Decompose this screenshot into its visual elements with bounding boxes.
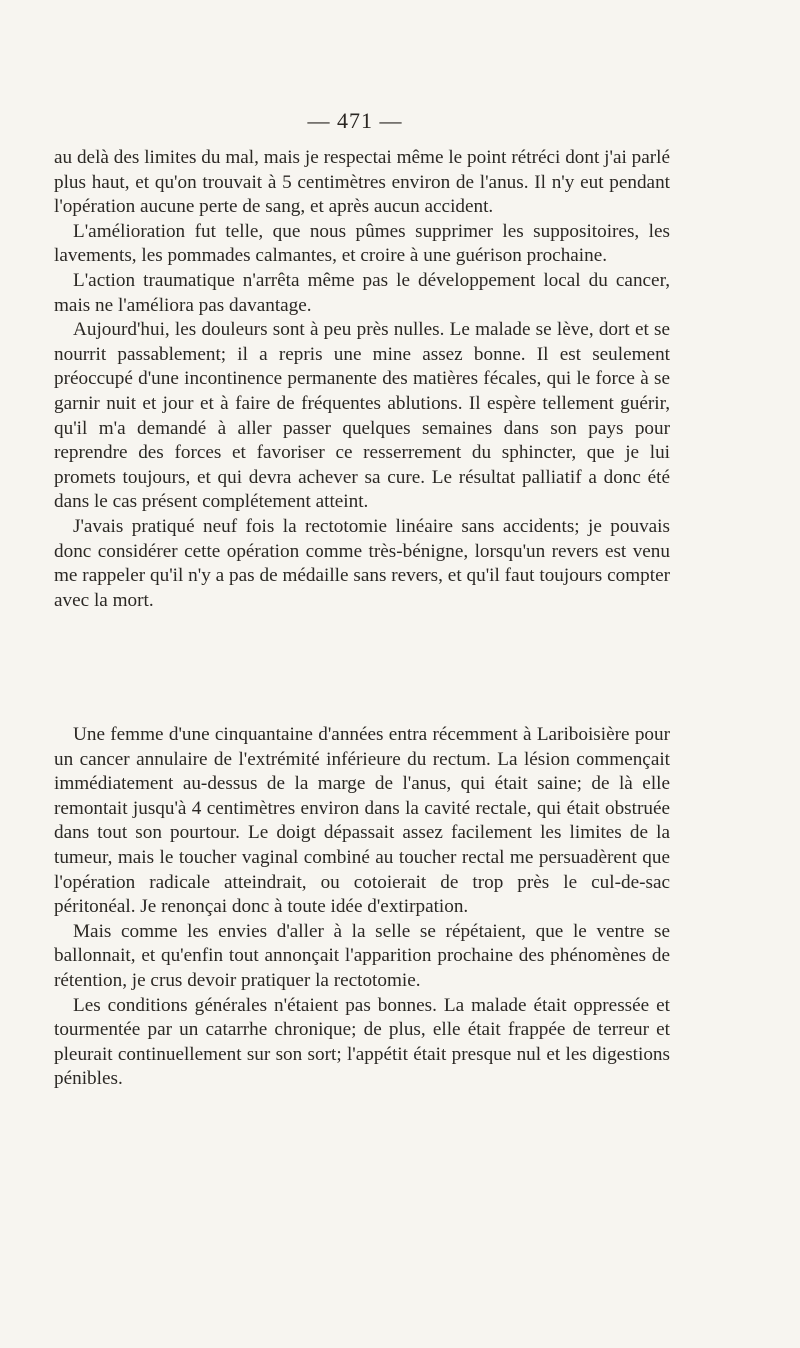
paragraph: Les conditions générales n'étaient pas bonnes. La malade était oppressée et tourmentée par un catarrhe chronique; de plus, elle était frappée de terreur et pleurait continuellement sur son sort; l'appétit était presque nul et les digestions pénibles. (54, 994, 670, 1090)
paragraph: Une femme d'une cinquantaine d'années entra récemment à Lariboisière pour un cancer annulaire de l'extrémité inférieure du rectum. La lésion commençait immédiatement au-dessus de la marge de l'anus, qui était saine; de là elle remontait jusqu'à 4 centimètres environ dans la cavité rectale, qui était obstruée dans tout son pourtour. Le doigt dépassait assez facilement les limites de la tumeur, mais le toucher vaginal combiné au toucher rectal me persuadèrent que l'opération radicale atteindrait, ou cotoierait de trop près le cul-de-sac péritonéal. Je renonçai donc à toute idée d'extirpation. (54, 724, 670, 918)
paragraph: J'avais pratiqué neuf fois la rectotomie linéaire sans accidents; je pouvais donc considérer cette opération comme très-bénigne, lorsqu'un revers est venu me rappeler qu'il n'y a pas de médaille sans revers, et qu'il faut toujours compter avec la mort. (54, 515, 670, 611)
paragraph: L'action traumatique n'arrêta même pas le développement local du cancer, mais ne l'améliora pas davantage. (54, 269, 670, 316)
paragraph: au delà des limites du mal, mais je respectai même le point rétréci dont j'ai parlé plus haut, et qu'on trouvait à 5 centimètres environ de l'anus. Il n'y eut pendant l'opération aucune perte de sang, et après aucun accident. (54, 147, 670, 218)
page-number: — 471 — (307, 108, 403, 133)
text-section-two (54, 723, 670, 1092)
text-section-one (54, 146, 670, 613)
paragraph: Aujourd'hui, les douleurs sont à peu près nulles. Le malade se lève, dort et se nourrit passablement; il a repris une mine assez bonne. Il est seulement préoccupé d'une incontinence permanente des matières fécales, qui le force à se garnir nuit et jour et à faire de fréquentes ablutions. Il espère tellement guérir, qu'il m'a demandé à aller passer quelques semaines dans son pays pour reprendre des forces et favoriser ce resserrement du sphincter, que je lui promets toujours, et qui devra achever sa cure. Le résultat palliatif a donc été dans le cas présent complétement atteint. (54, 319, 670, 513)
paragraph: L'amélioration fut telle, que nous pûmes supprimer les suppositoires, les lavements, les pommades calmantes, et croire à une guérison prochaine. (54, 220, 670, 267)
paragraph: Mais comme les envies d'aller à la selle se répétaient, que le ventre se ballonnait, et qu'enfin tout annonçait l'apparition prochaine des phénomènes de rétention, je crus devoir pratiquer la rectotomie. (54, 920, 670, 991)
